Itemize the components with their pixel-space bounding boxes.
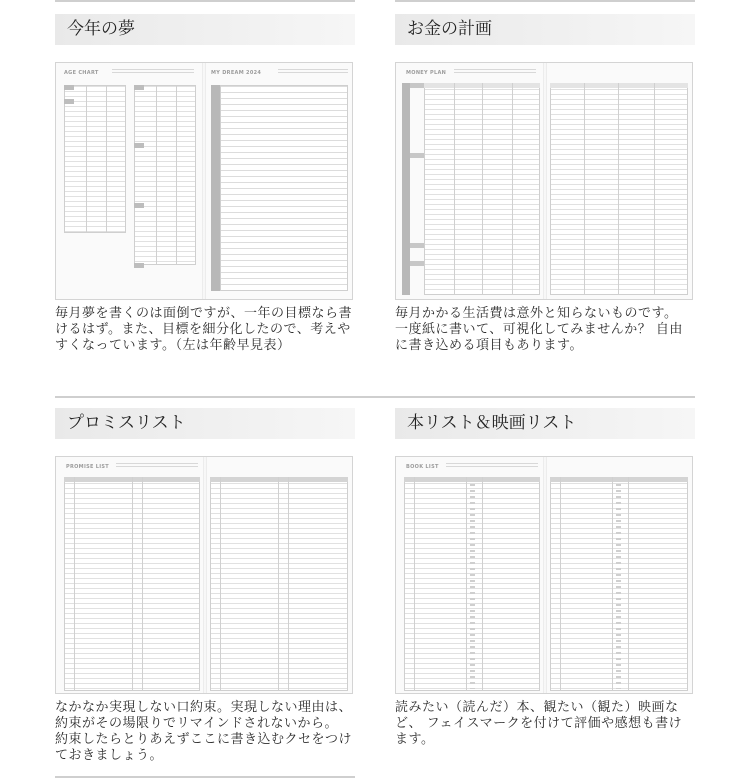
promise-grid-rule — [74, 477, 75, 691]
promise-grid-rule — [288, 477, 289, 691]
expense-grid-right — [550, 83, 688, 295]
book-grid-rule — [482, 477, 483, 691]
divider-top-left — [55, 0, 355, 2]
page-spine — [202, 63, 206, 299]
section-money-plan — [395, 14, 695, 384]
age-chart-column-2 — [134, 85, 196, 265]
promise-grid-rule — [142, 477, 143, 691]
expense-grid-rule — [454, 83, 455, 295]
category-label — [410, 153, 424, 158]
age-chart-head-2d — [134, 263, 144, 268]
expense-grid-rule — [618, 83, 619, 295]
category-strip — [402, 83, 410, 295]
promise-grid-rule — [132, 477, 133, 691]
divider-middle — [55, 396, 695, 398]
expense-grid-head — [550, 83, 688, 88]
page-heading: AGE CHART — [64, 70, 99, 76]
page-note-lines — [454, 69, 536, 75]
face-mark-column — [616, 484, 621, 689]
age-chart-head-1b — [64, 99, 74, 104]
page-heading: MY DREAM 2024 — [211, 70, 262, 76]
section-title: プロミスリスト — [55, 408, 355, 439]
age-chart-rule — [176, 85, 177, 265]
category-label — [410, 261, 424, 266]
month-strip — [211, 85, 220, 291]
age-chart-rule — [156, 85, 157, 265]
book-grid-rule — [612, 477, 613, 691]
page-note-lines — [446, 463, 538, 469]
section-title: 今年の夢 — [55, 14, 355, 45]
expense-grid-rule — [482, 83, 483, 295]
planner-page-image — [395, 62, 693, 300]
planner-page-image — [55, 456, 353, 694]
section-title: 本リスト＆映画リスト — [395, 408, 695, 439]
page-heading: BOOK LIST — [406, 464, 439, 470]
page-note-lines — [116, 463, 198, 469]
book-grid-head — [404, 477, 540, 482]
age-chart-head-2b — [134, 143, 144, 148]
divider-top-right — [395, 0, 695, 2]
planner-page-image — [55, 62, 353, 300]
book-grid-rule — [560, 477, 561, 691]
dream-grid — [220, 85, 348, 291]
promise-grid-rule — [220, 477, 221, 691]
section-description: なかなか実現しない口約束。実現しない理由は、 約束がその場限りでリマインドされないから。 約束したらとりあえずここに書き込むクセをつけておきましょう。 — [55, 700, 353, 763]
expense-grid-rule — [584, 83, 585, 295]
age-chart-rule — [106, 85, 107, 233]
age-chart-head-2c — [134, 203, 144, 208]
expense-grid-rule — [654, 83, 655, 295]
book-grid-rule — [466, 477, 467, 691]
section-description: 毎月かかる生活費は意外と知らないものです。 一度紙に書いて、可視化してみませんか？ 自由に書き込める項目もあります。 — [395, 306, 683, 353]
category-label — [410, 83, 424, 88]
age-chart-column-1 — [64, 85, 126, 233]
page-note-lines — [278, 69, 348, 75]
page-spine — [543, 457, 547, 693]
section-book-movie-list — [395, 408, 695, 768]
face-mark-column — [470, 484, 475, 689]
section-title: お金の計画 — [395, 14, 695, 45]
category-label — [410, 243, 424, 248]
page-heading: MONEY PLAN — [406, 70, 447, 76]
page-spine — [543, 63, 547, 299]
page-heading: PROMISE LIST — [66, 464, 110, 470]
promise-grid-rule — [278, 477, 279, 691]
book-grid-rule — [414, 477, 415, 691]
age-chart-head-1 — [64, 85, 74, 90]
divider-bottom-left — [55, 776, 355, 778]
section-description: 毎月夢を書くのは面倒ですが、一年の目標なら書けるはず。また、目標を細分化したので、考えやすくなっています。（左は年齢早見表） — [55, 306, 353, 353]
promise-grid-right — [210, 477, 348, 691]
age-chart-head-2 — [134, 85, 144, 90]
page-note-lines — [112, 69, 194, 75]
promise-grid-head — [210, 477, 348, 482]
planner-page-image — [395, 456, 693, 694]
expense-grid-rule — [512, 83, 513, 295]
section-yearly-dream — [55, 14, 355, 384]
page-spine — [203, 457, 207, 693]
book-grid-head — [550, 477, 688, 482]
age-chart-rule — [86, 85, 87, 233]
book-grid-rule — [628, 477, 629, 691]
section-description: 読みたい（読んだ）本、観たい（観た）映画など、 フェイスマークを付けて評価や感想も書けます。 — [395, 700, 683, 747]
section-promise-list — [55, 408, 355, 768]
